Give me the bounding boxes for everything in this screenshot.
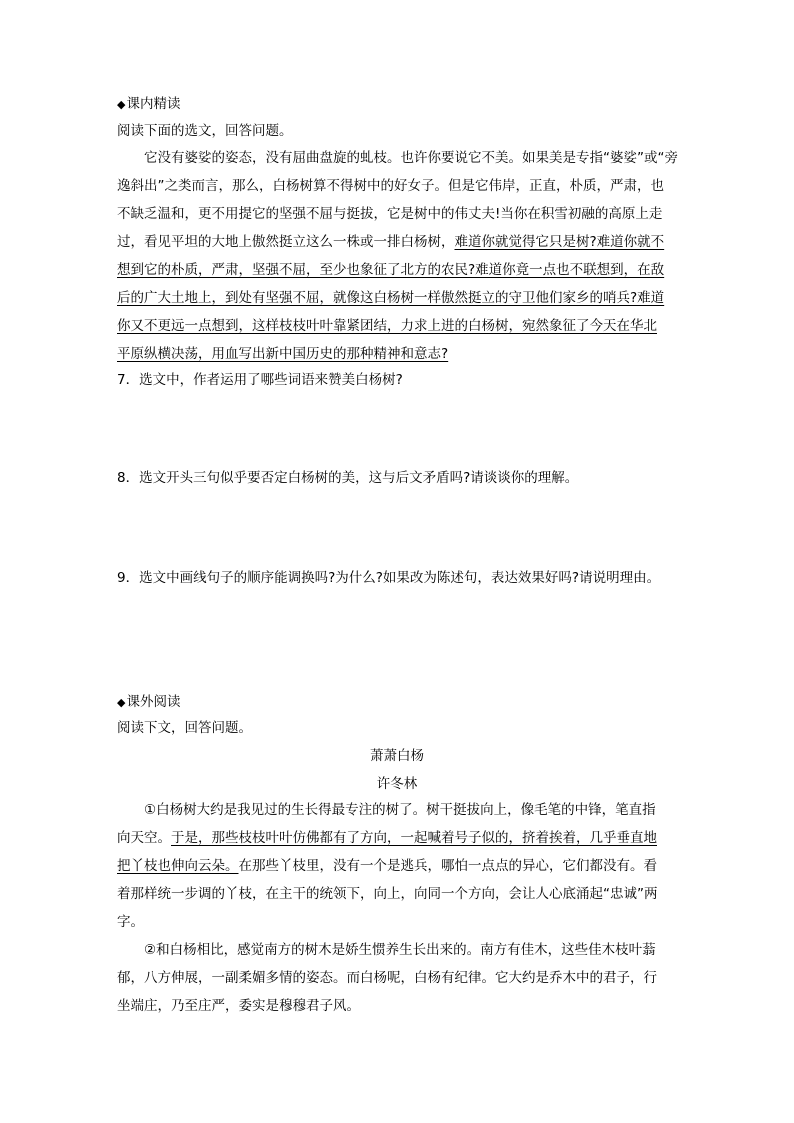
diamond-bullet-icon: ◆ xyxy=(117,98,126,111)
instruction-text: 阅读下文，回答问题。 xyxy=(117,720,252,736)
section-header-label: 课外阅读 xyxy=(126,694,181,710)
question-7: 7．选文中，作者运用了哪些词语来赞美白杨树? xyxy=(117,372,403,388)
passage-line-mixed xyxy=(117,230,677,254)
instruction-text: 阅读下面的选文，回答问题。 xyxy=(117,123,293,139)
paragraph-line: 坐端庄，乃至庄严，委实是穆穆君子风。 xyxy=(117,998,360,1014)
article-author: 许冬林 xyxy=(376,776,418,792)
underlined-sentence: 想到它的朴质，严肃，坚强不屈，至少也象征了北方的农民?难道你竟一点也不联想到，在敌 xyxy=(117,262,665,278)
paragraph-text: 在那些丫枝里，没有一个是逃兵，哪怕一点点的异心，它们都没有。看 xyxy=(238,858,657,874)
underlined-sentence: 你又不更远一点想到，这样枝枝叶叶靠紧团结，力求上进的白杨树，宛然象征了今天在华北 xyxy=(117,318,657,334)
question-9: 9．选文中画线句子的顺序能调换吗?为什么?如果改为陈述句，表达效果好吗?请说明理由。 xyxy=(117,570,661,586)
underlined-sentence: 后的广大土地上，到处有坚强不屈，就像这白杨树一样傲然挺立的守卫他们家乡的哨兵?难道 xyxy=(117,290,665,306)
passage-text: 过，看见平坦的大地上傲然挺立这么一株或一排白杨树， xyxy=(117,234,455,250)
paragraph-line: 着那样统一步调的丫枝，在主干的统领下，向上，向同一个方向，会让人心底涌起“忠诚”两 xyxy=(117,886,658,902)
passage-excerpt xyxy=(117,146,677,366)
question-8: 8．选文开头三句似乎要否定白杨树的美，这与后文矛盾吗?请谈谈你的理解。 xyxy=(117,470,579,486)
section-header-in-class xyxy=(117,92,180,116)
underlined-sentence: 于是，那些枝枝叶叶仿佛都有了方向，一起喊着号子似的，挤着挨着，几乎垂直地 xyxy=(171,830,657,846)
article-body xyxy=(117,798,677,1018)
underlined-sentence: 难道你就觉得它只是树?难道你就不 xyxy=(454,234,665,250)
paragraph-line-mixed xyxy=(117,854,677,878)
passage-line: 逸斜出”之类而言，那么，白杨树算不得树中的好女子。但是它伟岸，正直，朴质，严肃，也 xyxy=(117,178,664,194)
paragraph-line: ①白杨树大约是我见过的生长得最专注的树了。树干挺拔向上，像毛笔的中锋，笔直指 xyxy=(144,802,656,818)
paragraph-text: 向天空。 xyxy=(117,830,171,846)
passage-line: 不缺乏温和，更不用提它的坚强不屈与挺拔，它是树中的伟丈夫!当你在积雪初融的高原上走 xyxy=(117,206,663,222)
paragraph-line-mixed xyxy=(117,826,677,850)
underlined-sentence: 平原纵横决荡，用血写出新中国历史的那种精神和意志? xyxy=(117,346,449,362)
passage-line: 它没有婆娑的姿态，没有屈曲盘旋的虬枝。也许你要说它不美。如果美是专指“婆娑”或“旁 xyxy=(144,150,678,166)
paragraph-line: 字。 xyxy=(117,914,144,930)
paragraph-line: 郁，八方伸展，一副柔媚多情的姿态。而白杨呢，白杨有纪律。它大约是乔木中的君子，行 xyxy=(117,970,657,986)
section-header-label: 课内精读 xyxy=(126,96,181,112)
diamond-bullet-icon: ◆ xyxy=(117,696,126,709)
underlined-sentence: 把丫枝也伸向云朵。 xyxy=(117,858,239,874)
paragraph-line: ②和白杨相比，感觉南方的树木是娇生惯养生长出来的。南方有佳木，这些佳木枝叶蓊 xyxy=(144,942,656,958)
section-header-extracurricular xyxy=(117,690,180,714)
article-title: 萧萧白杨 xyxy=(370,748,424,764)
